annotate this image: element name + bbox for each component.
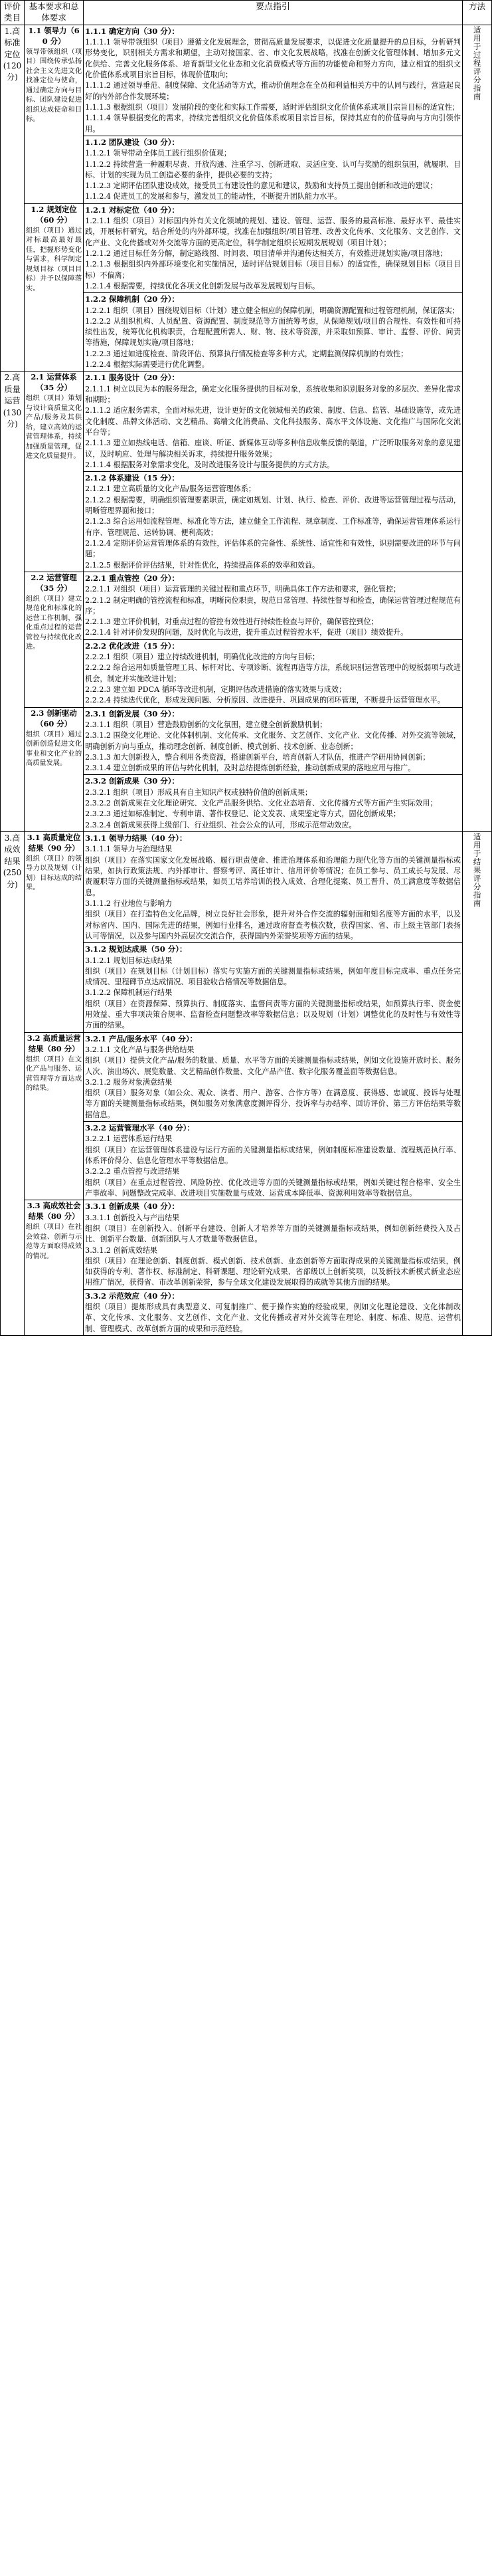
guideline-item: 1.1.1.4 领导根据变化的需求，持续完善组织文化价值体系或项目宗旨目标，保持其应有的价值导向与方向引领作用。 (85, 114, 461, 134)
guideline-item: 2.1.1.1 树立以民为本的服务理念，确定文化服务提供的目标对象，系统收集和识别服务对象的多层次、差异化需求和期盼； (85, 384, 461, 405)
guideline-item: 2.2.2.1 组织（项目）建立持续改进机制，明确优化改进的方向与目标； (85, 653, 320, 662)
guideline-subtitle: 3.2.2.2 重点管控与改进结果 (85, 1167, 180, 1176)
guideline-cell-3-2-2 (84, 1122, 463, 1200)
requirement-title: 3.3 高成效社会结果（80 分） (27, 1201, 81, 1222)
guideline-item: 2.3.1.3 加大创新投入，整合利用各类资源，搭建创新平台，培育创新人才队伍，推进产学研用协同创新； (85, 752, 430, 762)
guideline-item: 2.1.1.4 根据服务对象需求变化，及时改进服务设计与服务提供的方式方法。 (85, 460, 335, 469)
requirement-body: 组织（项目）建立规范化和标准化的运营工作机制，强化重点过程的运营管控与持续优化改进。 (26, 595, 82, 651)
guideline-subtitle: 3.1.1.2 行业地位与影响力 (85, 899, 173, 908)
requirement-title: 3.2 高质量运营结果（80 分） (27, 1033, 81, 1053)
guideline-cell-3-1-2 (84, 943, 463, 1032)
guideline-item: 2.3.2.3 通过如标准制定、专利申请、著作权登记、论文发表、成果鉴定等方式，固化创新成果； (85, 809, 401, 819)
guideline-item: 2.2.1.2 制定明确的管控流程和标准，明晰岗位职责，规范日常管理、持续性督导和检查，确保运营管理过程规范有序； (85, 595, 461, 615)
guideline-item: 1.2.2.3 通过如进度检查、阶段评估、预算执行情况检查等多种方式，定期监测保障机制的有效性； (85, 349, 408, 358)
header-requirement: 基本要求和总体要求 (25, 1, 84, 25)
table-row (1, 372, 492, 472)
guideline-item: 1.2.2.2 从组织机构、人员配置、资源配置、制度规范等方面统筹考虑，从保障规划/项目的合规性、有效性和可持续性出发，统筹优化机构职责，合理配置所需人、财、物、技术等资源，并采取如预算、审计、监督、评价、问责等措施，保障规划实施/项目落地； (85, 316, 461, 348)
guideline-title: 2.1.2 体系建设（15 分）： (85, 473, 179, 483)
category-cell-2: 2.高质量运营(130分) (1, 372, 25, 832)
guideline-cell-3-3-1 (84, 1200, 463, 1289)
requirement-body: 组织（项目）在社会效益、创新与示范等方面取得成效的情况。 (26, 1224, 82, 1260)
requirement-cell-2-2 (25, 572, 84, 707)
table-row (1, 1200, 492, 1289)
guideline-cell-3-2-1 (84, 1032, 463, 1121)
guideline-item: 2.3.2.2 创新成果在文化理论研究、文化产品服务供给、文化业态培育、文化传播方式等方面产生实际效用； (85, 799, 438, 808)
guideline-item: 1.2.1.1 组织（项目）对标国内外有关文化领域的规划、建设、管理、运营、服务的最高标准、最好水平、最佳实践，开展标杆研究，结合所处的内外部环境，找准在加强组织/项目管理、改善文化传承、文化服务、文艺创作、文化产业、文化传播或对外交流等方面的更高定位，科学制定组织长短期发展规划（项目计划）； (85, 217, 461, 247)
guideline-cell-3-3-2 (84, 1289, 463, 1335)
guideline-subtitle: 3.1.2.2 保障机制运行结果 (85, 988, 173, 998)
guideline-item: 组织（项目）在创新投入、创新平台建设、创新人才培养等方面的关键测量指标或结果，例如创新经费投入及占比、创新平台数量、创新团队与人才数量等数据信息。 (85, 1224, 461, 1244)
requirement-body: 领导带领组织（项目）围绕传承弘扬社会主义先进文化找准定位与使命，通过确定方向与目标、团队建设促进组织达成使命和目标。 (26, 48, 82, 124)
guideline-item: 组织（项目）在运营管理体系建设与运行方面的关键测量指标或结果，例如制度标准建设数量、流程规范执行率、体系评价得分、信息化管理水平等数据信息。 (85, 1145, 461, 1166)
guideline-item: 1.2.2.4 根据实际需要进行优化调整。 (85, 360, 209, 370)
guideline-item: 1.2.2.1 组织（项目）围绕规划目标（计划）建立健全相应的保障机制，明确资源配置和过程管理机制，保证落实； (85, 306, 459, 315)
guideline-cell-2-1-2 (84, 472, 463, 572)
guideline-item: 1.1.1.1 领导带领组织（项目）遵循文化发展理念，贯彻高质量发展要求，以促进文化质量提升的总目标，分析研判形势变化，识别相关方需求和期望，主动对接国家、省、市文化发展战略，找准在创新文化管理体制、增加多元文化供给、完善文化服务体系、培育新型文化业态和文化消费模式等方面的功能使命和努力方向，建立相宜的组织文化价值体系或项目宗旨目标，体现价值取向； (85, 38, 461, 80)
guideline-subtitle: 3.1.1.1 领导力与治理结果 (85, 845, 173, 854)
guideline-subtitle: 3.2.1.1 文化产品与服务供给结果 (85, 1045, 195, 1054)
guideline-title: 2.2.1 重点管控（20 分）： (85, 573, 179, 583)
guideline-title: 2.2.2 优化改进（15 分）： (85, 641, 179, 651)
table-row (1, 572, 492, 639)
requirement-cell-3-1 (25, 832, 84, 1033)
guideline-item: 1.1.2.4 促进员工的发展和参与，激发员工的能动性，不断提升团队能力水平。 (85, 192, 342, 201)
requirement-cell-1-2 (25, 203, 84, 372)
guideline-title: 3.2.1 产品/服务水平（40 分）： (85, 1033, 198, 1043)
guideline-item: 组织（项目）在规划目标（计划目标）落实与实施方面的关键测量指标或结果，例如年度目标完成率、重点任务完成情况、里程碑节点达成情况、项目验收合格情况等数据信息。 (85, 966, 461, 987)
guideline-item: 组织（项目）提供文化产品/服务的数量、质量、水平等方面的关键测量指标或结果，例如文化设施开放时长、服务人次、演出场次、展览数量、文艺精品创作数量、文化产品产值、数字化服务覆盖面等数据信息。 (85, 1056, 461, 1076)
requirement-body: 组织（项目）的领导力以及规划（计划）目标达成的结果。 (26, 855, 82, 892)
guideline-title: 1.2.2 保障机制（20 分）： (85, 294, 179, 304)
guideline-subtitle: 3.3.1.2 创新成效结果 (85, 1245, 158, 1255)
guideline-title: 2.3.1 创新发展（30 分）： (85, 708, 179, 718)
guideline-subtitle: 3.2.1.2 服务对象满意结果 (85, 1077, 173, 1087)
guideline-item: 1.2.1.3 根据组织内外部环境变化和实施情况，适时评估规划目标（项目目标）的适宜性，确保规划目标（项目目标）不偏离； (85, 260, 461, 280)
requirement-cell-3-3 (25, 1200, 84, 1336)
guideline-cell-2-2-1 (84, 572, 463, 639)
requirement-cell-1-1 (25, 25, 84, 203)
requirement-cell-3-2 (25, 1032, 84, 1200)
guideline-title: 3.2.2 运营管理水平（40 分）： (85, 1123, 195, 1133)
table-row (1, 832, 492, 943)
guideline-item: 组织（项目）在打造特色文化品牌，树立良好社会形象，提升对外合作交流的辐射面和知名度等方面的水平，以及对标省内、国内、国际先进的结果，例如行业排名，通过政府督查考核次数，获得国家、省、市上级主管部门表扬认可等情况，以及参与国内外高层次交流合作，获得国内外荣誉奖项等方面的结果。 (85, 910, 461, 940)
requirement-body: 组织（项目）通过对标最高最好最佳，把握形势变化与需求，科学制定规划目标（项目目标）并予以保障落实。 (26, 227, 82, 292)
table-row (1, 203, 492, 292)
guideline-cell-1-2-2 (84, 293, 463, 372)
guideline-title: 3.3.1 创新成果（40 分）： (85, 1202, 179, 1212)
guideline-cell-2-1-1 (84, 372, 463, 472)
table-row (1, 707, 492, 775)
guideline-cell-2-3-1 (84, 707, 463, 775)
guideline-item: 1.1.1.2 通过领导垂范、制度保障、文化活动等方式，推动价值理念在全员和利益相关方中的认同与践行，营造起良好的内外部合作发展环境； (85, 81, 461, 101)
requirement-cell-2-1 (25, 372, 84, 572)
requirement-title: 2.2 运营管理（35 分） (31, 572, 77, 593)
guideline-item: 2.1.2.3 综合运用如流程管理、标准化等方法，建立健全工作流程、规章制度、工作标准等，确保运营管理体系运行有序、管理规范、运转协调、便利高效； (85, 517, 461, 537)
category-cell-1: 1.高标准定位(120分) (1, 25, 25, 372)
guideline-item: 2.3.2.4 创新成果获得上级部门、行业组织、社会公众的认可，形成示范带动效应。 (85, 820, 357, 829)
guideline-item: 2.3.1.2 围绕文化理论、文化体制机制、文化传承、文化服务、文艺创作、文化产业、文化传播、对外交流等领域，明确创新方向与重点，推动理念创新、制度创新、模式创新、技术创新、业态创新； (85, 731, 461, 751)
guideline-item: 2.1.2.5 根据评价评估结果，针对性优化，持续提高体系的效率和效益。 (85, 560, 320, 570)
guideline-item: 1.1.2.1 领导带动全体员工践行组织价值观； (85, 149, 231, 158)
requirement-title: 1.1 领导力（60 分） (28, 25, 80, 46)
guideline-cell-2-3-2 (84, 775, 463, 832)
guideline-cell-1-1-2 (84, 136, 463, 203)
guideline-item: 2.2.2.4 持续迭代优化，形成发现问题、分析原因、改进提升、巩固成果的闭环管理，不断提升运营管理水平。 (85, 696, 445, 705)
guideline-item: 2.2.1.1 对组织（项目）运营管理的关键过程和重点环节，明确具体工作方法和要求，强化管控； (85, 585, 401, 594)
requirement-title: 1.2 规划定位（60 分） (31, 204, 77, 225)
guideline-item: 2.1.2.4 定期评价运营管理体系的有效性，评估体系的完备性、系统性、适宜性和有效性，识别需要改进的环节与问题； (85, 538, 461, 559)
guideline-item: 2.1.1.3 建立如热线电话、信箱、座谈、听证、新媒体互动等多种信息收集反馈的渠道，广泛听取服务对象的意见建议，及时响应、处理与解决相关诉求，持续提升服务效果； (85, 439, 461, 459)
guideline-title: 3.3.2 示范效应（40 分）： (85, 1291, 179, 1301)
guideline-item: 2.1.1.2 适应服务需求，全面对标先进，设计更好的文化领域相关的政策、制度、信息、监管、基础设施等，或先进文化制度、品牌文体活动、文艺精品、高端文化消费品、文化科技服务、高水平文体设施、文化推广与国际化交流平台等； (85, 406, 461, 437)
guideline-item: 2.1.2.1 建立高质量的文化产品/服务运营管理体系； (85, 484, 256, 494)
guideline-item: 2.2.2.2 综合运用如质量管理工具、标杆对比、专项诊断、流程再造等方法，系统识别运营管理中的短板弱项与改进机会，制定并实施改进计划； (85, 663, 461, 683)
guideline-title: 1.1.1 确定方向（30 分）： (85, 26, 179, 36)
guideline-title: 1.1.2 团队建设（30 分）： (85, 137, 179, 147)
header-method: 方法 (462, 1, 491, 25)
guideline-item: 组织（项目）提炼形成具有典型意义、可复制推广、便于操作实施的经验成果，例如文化理论建设、文化体制改革、文化传承、文化服务、文艺创作、文化产业、文化传播或者对外交流等在理论、制度、标准、规范、运营机制、管理模式、改革创新方面的成果和示范经验。 (85, 1303, 461, 1333)
guideline-cell-3-1-1 (84, 832, 463, 943)
guideline-subtitle: 3.3.1.1 创新投入与产出结果 (85, 1213, 180, 1222)
guideline-item: 1.1.2.3 定期评估团队建设成效，接受员工有建设性的意见和建议，鼓励和支持员工提出创新和改进的建议； (85, 181, 438, 191)
method-cell-process (462, 25, 491, 831)
guideline-title: 2.3.2 创新成果（30 分）： (85, 776, 179, 786)
category-cell-3: 3.高成效结果(250分) (1, 832, 25, 1336)
table-row (1, 1032, 492, 1121)
guideline-cell-1-1-1 (84, 25, 463, 136)
guideline-item: 组织（项目）在落实国家文化发展战略、履行职责使命、推进治理体系和治理能力现代化等方面的关键测量指标或结果，如执行政策法规、内外部审计、督察考评、离任审计、信用评价等情况；在员工参与、员工成长与发展、尽责履职等方面的关键测量指标或结果，如员工培养培训的投入成效、合理化提案、员工晋升、员工满意度等数据信息。 (85, 855, 461, 897)
guideline-item: 2.2.2.3 建立如 PDCA 循环等改进机制，定期评估改进措施的落实效果与成效； (85, 685, 347, 695)
requirement-cell-2-3 (25, 707, 84, 831)
requirement-title: 3.1 高质量定位结果（90 分） (27, 833, 81, 853)
guideline-title: 3.1.1 领导力结果（40 分）： (85, 833, 187, 843)
requirement-body: 组织（项目）通过创新创造促进文化事业和文化产业的高质量发展。 (26, 730, 82, 767)
header-category: 评价类目 (1, 1, 25, 25)
requirement-body: 组织（项目）在文化产品与服务、运营管理等方面达成的结果。 (26, 1055, 82, 1092)
guideline-cell-1-2-1 (84, 203, 463, 292)
method-cell-result (462, 832, 491, 1336)
requirement-title: 2.3 创新驱动（60 分） (31, 708, 77, 728)
table-row (1, 25, 492, 136)
guideline-cell-2-2-2 (84, 639, 463, 707)
guideline-item: 2.3.2.1 组织（项目）形成具有自主知识产权或独特价值的创新成果； (85, 788, 313, 797)
method-label: 适用于结果评分指南 (472, 833, 482, 908)
requirement-title: 2.1 运营体系（35 分） (31, 372, 77, 393)
guideline-item: 组织（项目）在资源保障、预算执行、制度落实、监督问责等方面的关键测量指标或结果，如预算执行率、资金使用效益、重大事项决策合规率、监督检查问题整改率等数据信息；以及规划（计划）调整优化的及时性与有效性等方面的结果。 (85, 999, 461, 1030)
header-guideline: 要点指引 (84, 1, 463, 25)
guideline-subtitle: 3.1.2.1 规划目标达成结果 (85, 956, 173, 965)
table-header-row (1, 1, 492, 25)
guideline-item: 1.1.1.3 根据组织（项目）发展阶段的变化和实际工作需要，适时评估组织文化价值体系或项目宗旨目标的适宜性； (85, 102, 459, 112)
guideline-title: 2.1.1 服务设计（20 分）： (85, 373, 179, 383)
guideline-item: 组织（项目）在重点过程管控、风险防控、优化改进等方面的关键测量指标或结果，例如关键过程合格率、安全生产事故率、问题整改完成率、改进项目实施数量与成效、运营成本降低率、资源利用效率等数据信息。 (85, 1178, 461, 1198)
guideline-item: 2.3.1.1 组织（项目）营造鼓励创新的文化氛围，建立健全创新激励机制； (85, 720, 327, 729)
requirement-body: 组织（项目）策划与设计高质量文化产品/服务及其供给，建立高效的运营管理体系，持续加强质量管理，促进文化质量提升。 (26, 395, 82, 461)
guideline-item: 1.2.1.2 通过目标任务分解，制定路线图、时间表、项目清单并沟通传达相关方，有效推进规划实施/项目落地； (85, 249, 448, 258)
guideline-item: 组织（项目）在理论创新、制度创新、模式创新、技术创新、业态创新等方面取得成果的关键测量指标或结果，例如获得的专利、著作权、标准制定、科研课题、理论研究成果、省部级以上创新奖项，以及新技术新模式新业态应用推广情况，获得省、市改革创新荣誉，参与全球文化建设发展取得的成就等其他方面的结果。 (85, 1256, 461, 1287)
guideline-title: 1.2.1 对标定位（40 分）： (85, 205, 179, 215)
guideline-title: 3.1.2 规划达成果（50 分）： (85, 944, 187, 954)
guideline-item: 2.2.1.4 针对评价发现的问题，及时优化与改进，提升重点过程管控水平，促进（项目）绩效提升。 (85, 628, 408, 637)
guideline-item: 2.2.1.3 建立评价机制，对重点过程的管控有效性进行持续性检查与评价，确保管控到位； (85, 617, 378, 627)
guideline-item: 2.3.1.4 建立创新成果的评估与转化机制，及时总结提炼创新经验，推动创新成果的落地应用与推广。 (85, 764, 416, 773)
guideline-item: 2.1.2.2 根据需要，明确组织管理要素职责，确定如规划、计划、执行、检查、评价、改进等运营管理过程与活动，明晰管理界面和接口； (85, 495, 461, 516)
guideline-item: 1.2.1.4 根据需要，持续优化各项文化创新发展与改革发展规划与目标。 (85, 281, 320, 290)
guideline-item: 组织（项目）服务对象（如公众、观众、读者、用户、游客、合作方等）在满意度、获得感、忠诚度、投诉与处理等方面的关键测量指标或结果，例如服务对象满意度测评得分、投诉率与办结率、回访评价、第三方评估结果等数据信息。 (85, 1089, 461, 1119)
method-label: 适用于过程评分指南 (472, 25, 482, 101)
guideline-subtitle: 3.2.2.1 运营体系运行结果 (85, 1134, 173, 1144)
guideline-item: 1.1.2.2 持续营造一种履职尽责、开放沟通、注重学习、创新进取、灵活应变、认可与奖励的组织氛围，就履职、目标、计划的实现为员工创造必要的条件，提供必要的支持； (85, 160, 461, 179)
